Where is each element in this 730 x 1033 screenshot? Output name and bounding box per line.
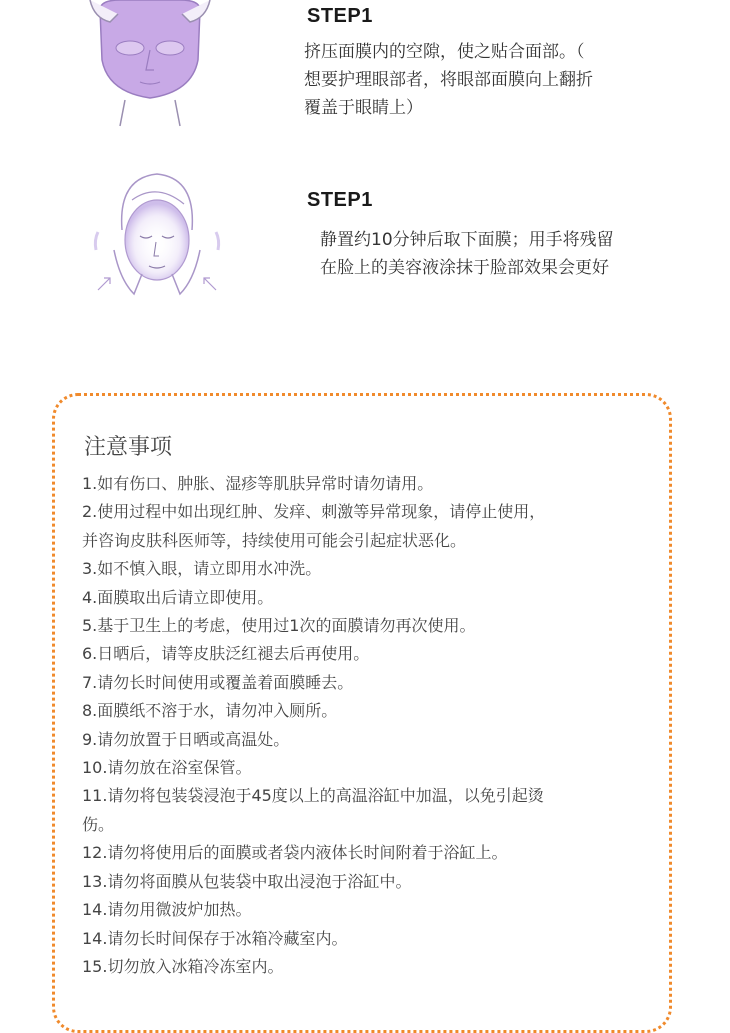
notice-item: 13.请勿将面膜从包装袋中取出浸泡于浴缸中。	[82, 871, 412, 891]
step-line: 挤压面膜内的空隙，使之贴合面部。（	[304, 42, 585, 62]
step-line: 在脸上的美容液涂抹于脸部效果会更好	[320, 258, 609, 278]
notice-item: 3.如不慎入眼，请立即用水冲洗。	[82, 559, 322, 579]
notice-title: 注意事项	[84, 435, 173, 460]
notice-item: 7.请勿长时间使用或覆盖着面膜睡去。	[82, 672, 354, 692]
notice-item: 11.请勿将包装袋浸泡于45度以上的高温浴缸中加温，以免引起烫	[82, 786, 544, 806]
notice-item: 2.使用过程中如出现红肿、发痒、刺激等异常现象，请停止使用，	[82, 502, 546, 522]
notice-item: 9.请勿放置于日晒或高温处。	[82, 729, 290, 749]
notice-item: 5.基于卫生上的考虑，使用过1次的面膜请勿再次使用。	[82, 616, 476, 636]
notice-item: 12.请勿将使用后的面膜或者袋内液体长时间附着于浴缸上。	[82, 843, 508, 863]
face-massage-icon	[92, 170, 222, 302]
step-description	[304, 38, 684, 122]
notice-item: 并咨询皮肤科医师等，持续使用可能会引起症状恶化。	[82, 530, 467, 550]
notice-item: 15.切勿放入冰箱冷冻室内。	[82, 956, 284, 976]
notice-item: 1.如有伤口、肿胀、湿疹等肌肤异常时请勿请用。	[82, 474, 434, 493]
step-title: STEP1	[307, 189, 373, 211]
step-line: 想要护理眼部者，将眼部面膜向上翻折	[304, 70, 593, 90]
step-line: 静置约10分钟后取下面膜；用手将残留	[320, 230, 614, 250]
notice-item: 14.请勿长时间保存于冰箱冷藏室内。	[82, 928, 348, 948]
notice-item: 4.面膜取出后请立即使用。	[82, 587, 274, 607]
notice-item: 6.日晒后，请等皮肤泛红褪去后再使用。	[82, 644, 370, 664]
notice-item: 10.请勿放在浴室保管。	[82, 758, 252, 778]
notice-list	[82, 470, 660, 981]
notice-item: 14.请勿用微波炉加热。	[82, 900, 252, 920]
face-mask-icon	[80, 0, 220, 128]
notice-item: 伤。	[82, 814, 115, 834]
step-description	[320, 226, 700, 282]
notice-item: 8.面膜纸不溶于水，请勿冲入厕所。	[82, 701, 338, 721]
step-title: STEP1	[307, 5, 373, 27]
step-line: 覆盖于眼睛上）	[304, 98, 423, 118]
